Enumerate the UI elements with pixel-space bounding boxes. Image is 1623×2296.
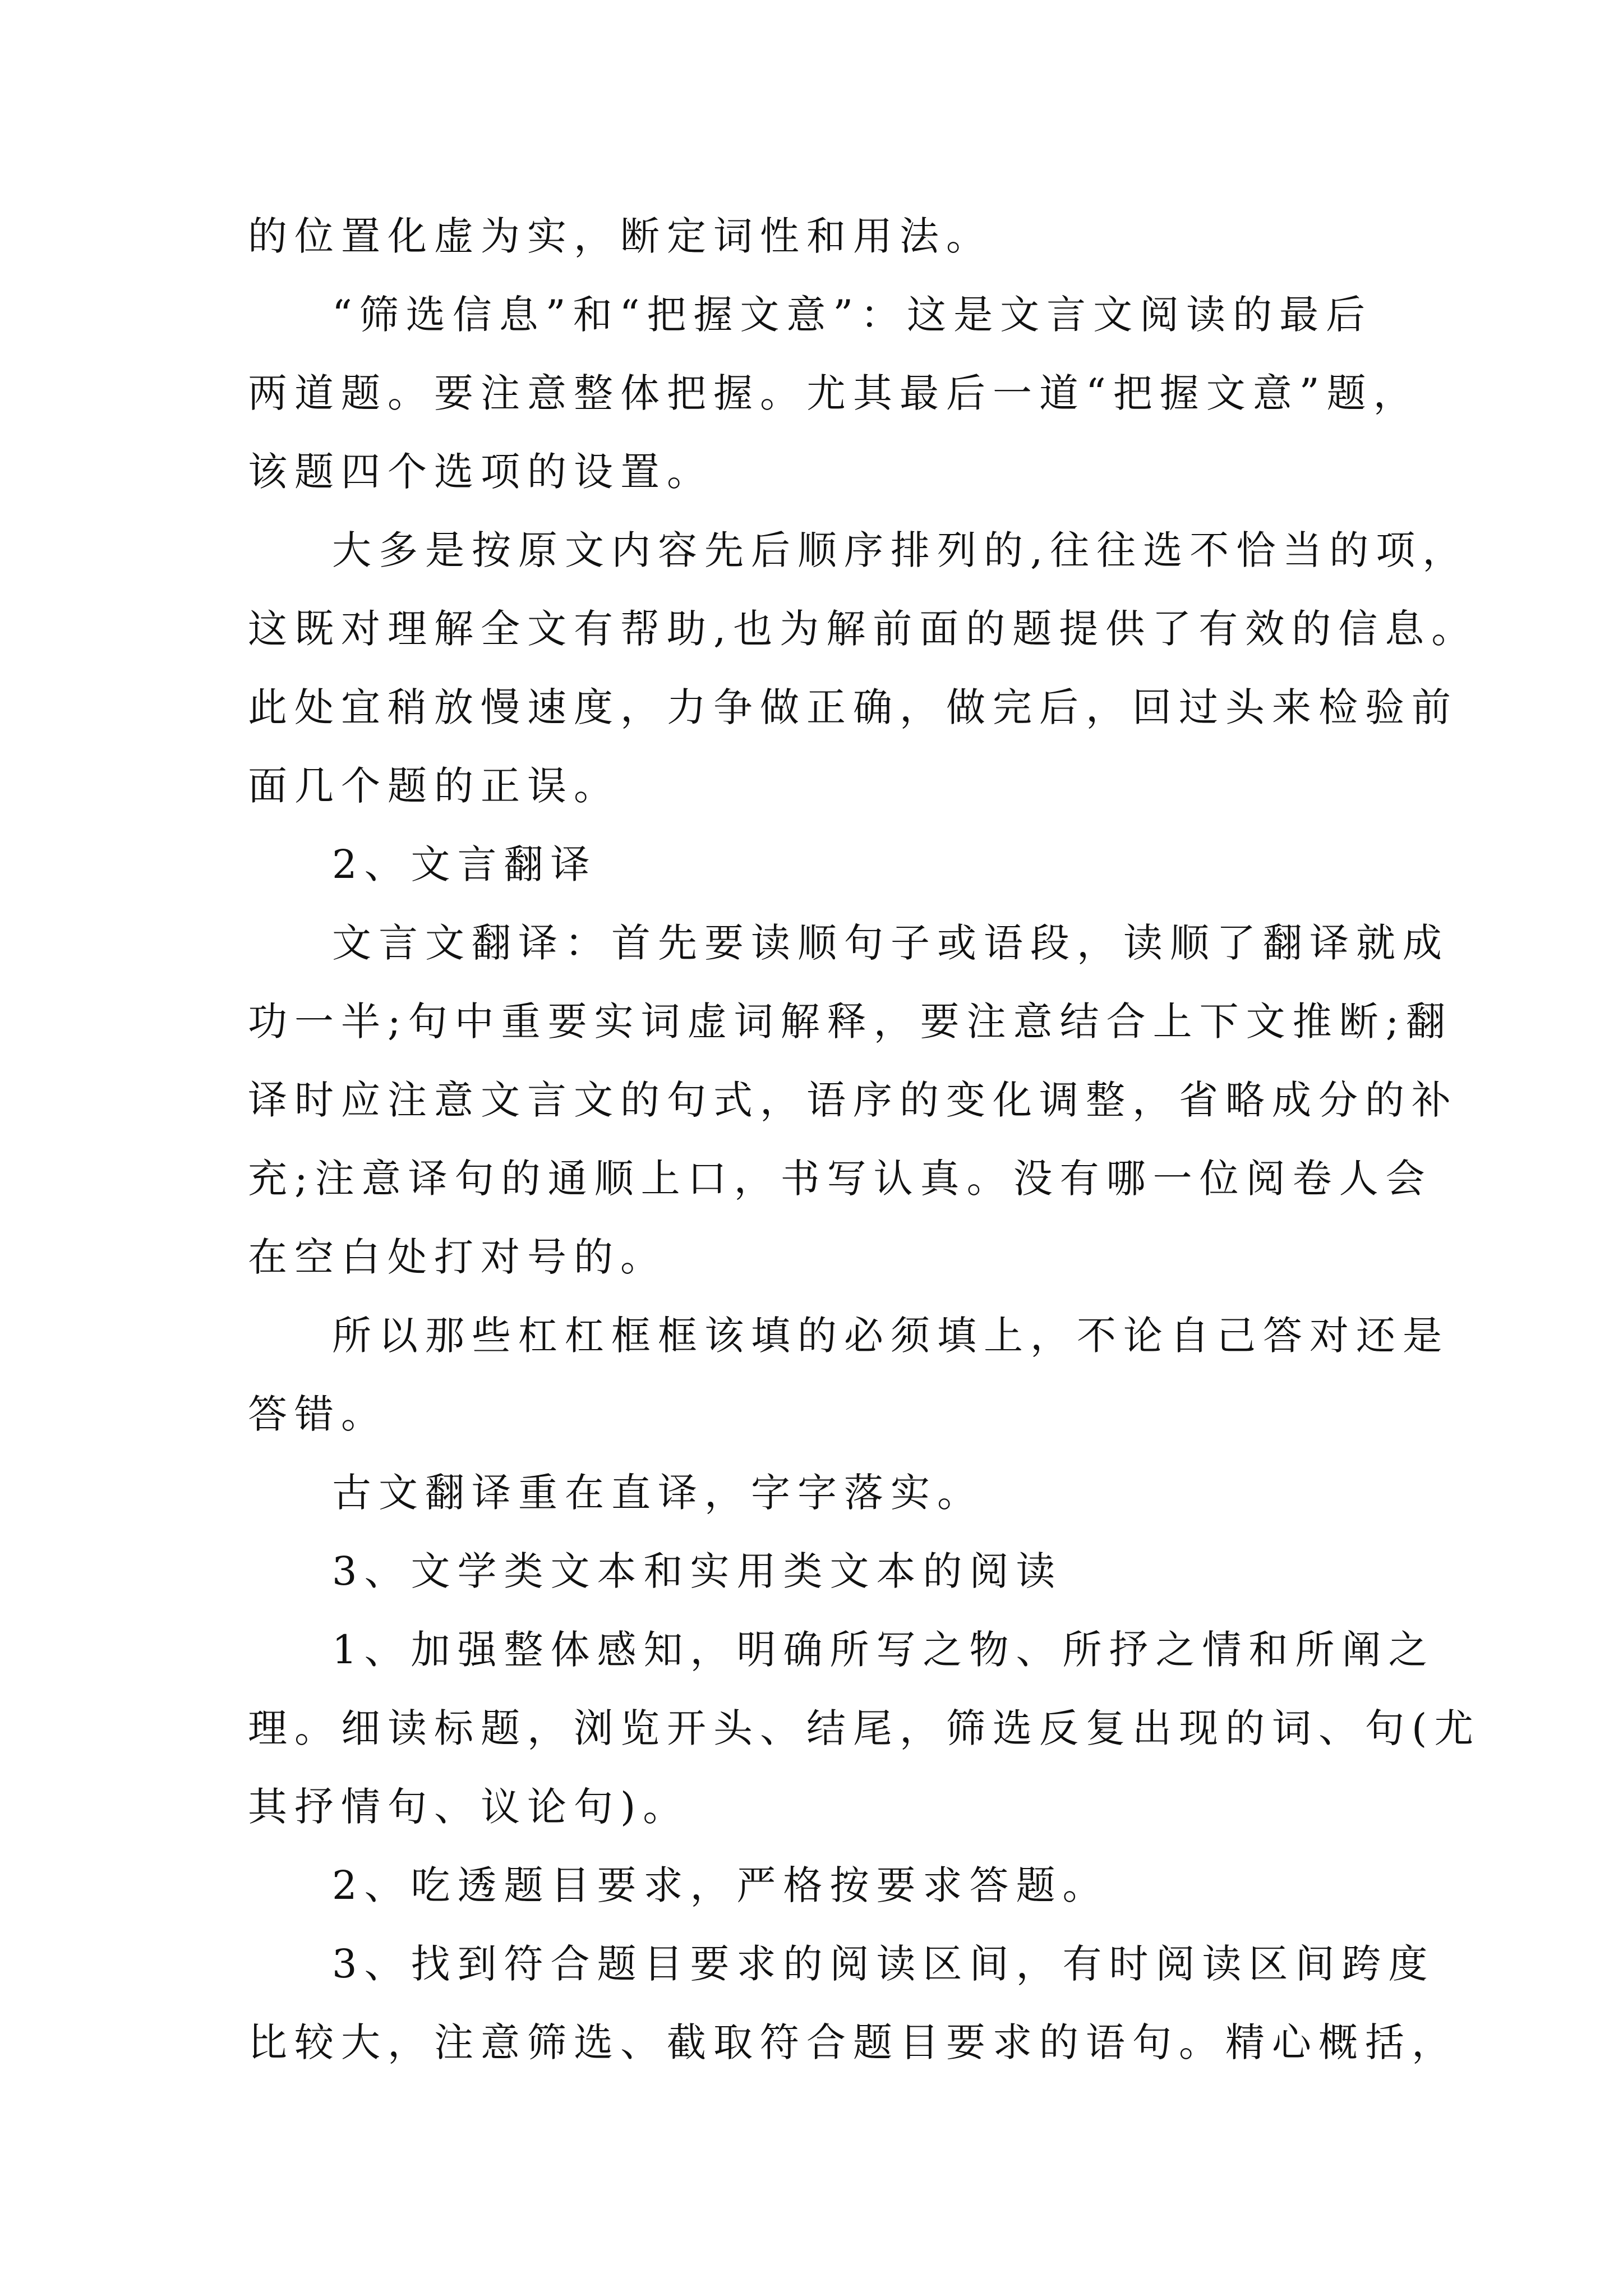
text-line: “筛选信息”和“把握文意”：这是文言文阅读的最后: [332, 292, 1373, 338]
text-line: 古文翻译重在直译，字字落实。: [332, 1470, 984, 1516]
text-line: 大多是按原文内容先后顺序排列的,往往选不恰当的项，: [332, 527, 1469, 573]
text-line: 其抒情句、议论句)。: [248, 1784, 690, 1830]
text-line: 答错。: [248, 1391, 388, 1437]
text-line: 此处宜稍放慢速度，力争做正确，做完后，回过头来检验前: [248, 684, 1458, 730]
text-line: 理。细读标题，浏览开头、结尾，筛选反复出现的词、句(尤: [248, 1705, 1481, 1751]
text-line: 比较大，注意筛选、截取符合题目要求的语句。精心概括，: [248, 2019, 1458, 2065]
document-body: [248, 205, 1481, 2090]
text-line: 两道题。要注意整体把握。尤其最后一道“把握文意”题，: [248, 370, 1420, 416]
text-line: 的位置化虚为实，断定词性和用法。: [248, 213, 993, 259]
text-line: 2、吃透题目要求，严格按要求答题。: [332, 1862, 1109, 1908]
section-heading: 3、文学类文本和实用类文本的阅读: [332, 1548, 1063, 1594]
text-line: 文言文翻译：首先要读顺句子或语段，读顺了翻译就成: [332, 920, 1449, 966]
text-line: 在空白处打对号的。: [248, 1234, 667, 1280]
text-line: 面几个题的正误。: [248, 763, 620, 809]
section-heading: 2、文言翻译: [332, 841, 597, 887]
text-line: 3、找到符合题目要求的阅读区间，有时阅读区间跨度: [332, 1941, 1435, 1987]
text-line: 充;注意译句的通顺上口，书写认真。没有哪一位阅卷人会: [248, 1156, 1432, 1202]
text-line: 1、加强整体感知，明确所写之物、所抒之情和所阐之: [332, 1627, 1435, 1673]
text-line: 这既对理解全文有帮助,也为解前面的题提供了有效的信息。: [248, 606, 1478, 652]
text-line: 译时应注意文言文的句式，语序的变化调整，省略成分的补: [248, 1077, 1458, 1123]
text-line: 该题四个选项的设置。: [248, 449, 713, 495]
text-line: 所以那些杠杠框框该填的必须填上，不论自己答对还是: [332, 1313, 1449, 1359]
text-line: 功一半;句中重要实词虚词解释，要注意结合上下文推断;翻: [248, 999, 1453, 1045]
